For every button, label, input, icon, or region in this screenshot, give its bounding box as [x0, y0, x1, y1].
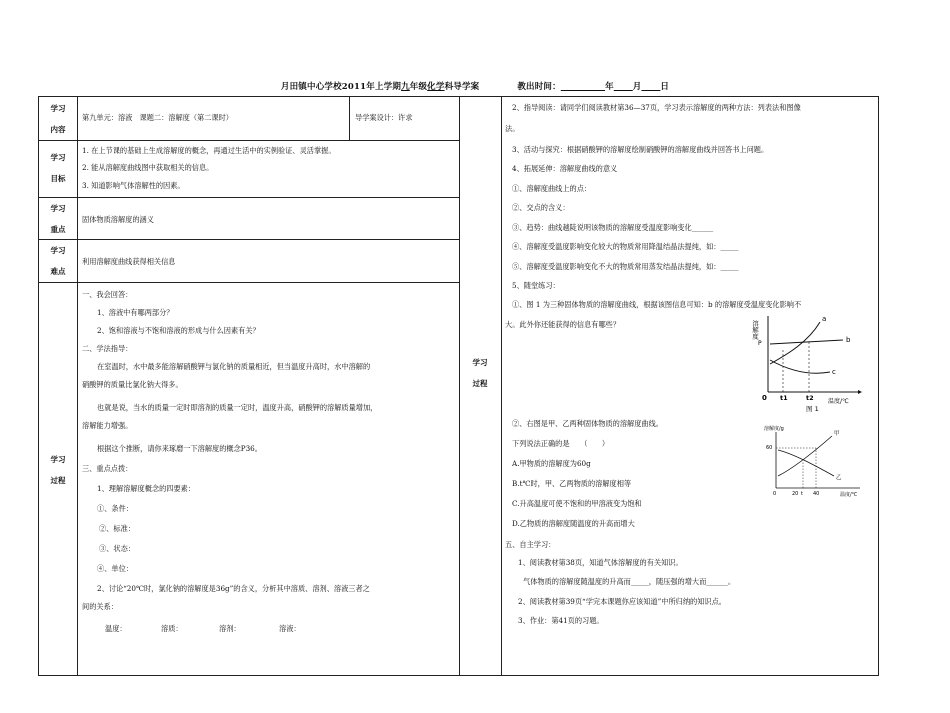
day-blank	[641, 82, 660, 92]
label-goals-1: 学习	[50, 153, 66, 162]
process-line: ②、标准：	[99, 524, 135, 533]
right-line: 5、随堂练习：	[512, 281, 560, 290]
right-line: 下列说法正确的是 （ ）	[512, 439, 610, 448]
fig2-xtick-t: t	[801, 491, 803, 497]
right-line: ②、右图是甲、乙两种固体物质的溶解度曲线。	[512, 419, 663, 428]
row-divider-4	[39, 282, 459, 283]
col-divider-1	[77, 97, 78, 675]
label-key-2: 重点	[50, 225, 66, 234]
figure-2-solubility-curves	[764, 424, 874, 502]
label-process-mid-2: 过程	[472, 379, 488, 388]
right-line: ①、溶解度曲线上的点：	[512, 184, 592, 193]
right-line: 3、活动与探究：根据硝酸钾的溶解度绘制硝酸钾的溶解度曲线并回答书上问题。	[512, 145, 769, 154]
process-line: 2、讨论“20℃时，氯化钠的溶解度是36g”的含义，分析其中溶质、溶剂、溶液三者之	[97, 584, 370, 593]
right-line: 大。此外你还能获得的信息有哪些？	[505, 320, 621, 329]
label-key-1: 学习	[50, 204, 66, 213]
option-c: C.升高温度可使不饱和的甲溶液变为饱和	[512, 499, 642, 508]
right-line: 3、作业：第41页的习题。	[518, 616, 604, 625]
right-line: ②、交点的含义：	[512, 203, 570, 212]
process-line: 二、学法指导：	[82, 344, 133, 353]
fig2-xlabel: 温度/℃	[840, 492, 858, 498]
label-process-mid-1: 学习	[472, 358, 488, 367]
worksheet-table	[38, 96, 879, 676]
row-divider-2	[39, 197, 459, 198]
label-difficulty-2: 难点	[50, 267, 66, 276]
key-point: 固体物质溶解度的涵义	[82, 215, 154, 224]
process-line: 三、重点点拨：	[82, 464, 133, 473]
label-process-mid	[459, 352, 501, 394]
subject-suffix: 科导学案	[444, 82, 480, 92]
fig2-xtick-40: 40	[813, 491, 820, 497]
process-line: 硝酸钾的质量比氯化钠大得多。	[82, 380, 183, 389]
fig1-origin: 0	[762, 394, 767, 402]
label-process-left	[39, 449, 77, 491]
right-line: ①、图 1 为三种固体物质的溶解度曲线，根据该图信息可知：b 的溶解度受温度变化影响不	[512, 300, 802, 309]
subject: 化学	[427, 82, 445, 92]
figure-1-solubility-curves	[751, 312, 868, 413]
process-line: 间的关系：	[82, 602, 118, 611]
process-line: 在室温时，水中最多能溶解硝酸钾与氯化钠的质量相近，但当温度升高时，水中溶解的	[97, 362, 371, 371]
label-content-1: 学习	[50, 104, 66, 113]
process-line: 2、饱和溶液与不饱和溶液的形成与什么因素有关？	[97, 326, 260, 335]
fig1-label-c: c	[832, 368, 836, 376]
fig1-ylabel: 溶解度	[751, 320, 759, 340]
label-content	[39, 98, 77, 140]
right-line: 4、拓展延伸：溶解度曲线的意义	[512, 164, 618, 173]
option-d: D.乙物质的溶解度随温度的升高而增大	[512, 519, 635, 528]
fig1-curve-c	[770, 360, 830, 373]
process-line: ④、单位：	[97, 564, 133, 573]
year-label: 年	[605, 82, 614, 92]
process-line: 一、我会回答：	[82, 290, 133, 299]
fig1-tick-t1: t1	[780, 394, 788, 402]
fig2-label-jia: 甲	[834, 431, 840, 437]
right-line: ③、趋势：曲线越陡说明该物质的溶解度受温度影响变化______	[512, 223, 714, 232]
goal-3: 3. 知道影响气体溶解性的因素。	[82, 181, 185, 190]
goal-2: 2. 能从溶解度曲线图中获取相关的信息。	[82, 163, 214, 172]
fig2-ylabel: 溶解度/g	[764, 426, 784, 432]
label-goals-2: 目标	[50, 174, 66, 183]
option-b: B.t℃时，甲、乙两物质的溶解度相等	[512, 479, 632, 488]
label-process-left-2: 过程	[50, 476, 66, 485]
grade-suffix: 年级	[409, 82, 428, 92]
label-process-left-1: 学习	[50, 455, 66, 464]
teach-time-label: 教出时间：	[517, 82, 561, 92]
process-solute: 溶质：	[161, 624, 183, 633]
fig1-xlabel: 温度/℃	[828, 398, 849, 405]
fig2-ytick-60: 60	[766, 445, 773, 451]
fig2-xtick-20: 20	[792, 491, 799, 497]
right-line: ④、溶解度受温度影响变化较大的物质常用降温结晶法提纯，如：_____	[512, 242, 739, 251]
process-solution: 溶液：	[279, 624, 301, 633]
month-label: 月	[632, 82, 642, 92]
fig1-p-mark: P	[758, 340, 762, 347]
fig1-x-arrow	[858, 390, 862, 394]
designer: 导学案设计：许求	[355, 113, 413, 122]
fig1-label-a: a	[822, 315, 827, 323]
month-blank	[614, 82, 633, 92]
right-line: 2、指导阅读：请同学们阅读教材第36—37页，学习表示溶解度的两种方法：列表法和图像	[512, 103, 801, 112]
grade: 九	[401, 82, 410, 92]
difficulty: 利用溶解度曲线获得相关信息	[82, 257, 176, 266]
process-line: 1、溶液中有哪两部分？	[97, 308, 174, 317]
right-line: ⑤、溶解度受温度影响变化不大的物质常用蒸发结晶法提纯，如：_____	[512, 262, 739, 271]
fig2-curve-jia	[778, 436, 832, 476]
col-divider-3	[501, 97, 502, 675]
fig1-curve-b	[770, 340, 843, 344]
process-solvent: 溶剂：	[219, 624, 241, 633]
label-content-2: 内容	[50, 125, 66, 134]
right-line: 气体物质的溶解度随温度的升高而_____，随压强的增大而______。	[523, 577, 736, 586]
right-line: 1、阅读教材第38页，知道气体溶解度的有关知识。	[518, 558, 683, 567]
process-line: 1、理解溶解度概念的四要素：	[97, 484, 196, 493]
row-divider-1	[39, 140, 459, 141]
school-name: 月田镇中心学校2011年上学期	[280, 82, 402, 92]
process-temp: 温度：	[105, 624, 127, 633]
right-line: 法。	[505, 124, 520, 133]
label-goals	[39, 147, 77, 189]
process-line: 根据这个推断，请你来琢磨一下溶解度的概念P36。	[97, 444, 262, 453]
fig1-caption: 图 1	[806, 405, 819, 413]
process-line: ①、条件：	[97, 504, 133, 513]
fig2-label-yi: 乙	[836, 475, 842, 481]
unit-title: 第九单元：溶液 课题二：溶解度（第二课时）	[82, 113, 233, 122]
label-difficulty-1: 学习	[50, 246, 66, 255]
day-label: 日	[660, 82, 670, 92]
fig2-curve-yi	[778, 450, 834, 476]
page-title	[0, 80, 950, 92]
col-divider-designer	[349, 97, 350, 140]
right-line: 五、自主学习：	[505, 540, 556, 549]
option-a: A.甲物质的溶解度为60g	[512, 459, 591, 468]
goal-1: 1. 在上节课的基础上生成溶解度的概念，再通过生活中的实例验证、灵活掌握。	[82, 146, 336, 155]
fig1-tick-t2: t2	[806, 394, 814, 402]
process-line: 也就是说，当水的质量一定时即溶剂的质量一定时，温度升高，硝酸钾的溶解质量增加，	[97, 403, 378, 412]
year-blank	[561, 82, 605, 92]
right-line: 2、阅读教材第39页“学完本课题你应该知道”中所归纳的知识点。	[518, 597, 726, 606]
label-difficulty	[39, 240, 77, 282]
label-key	[39, 198, 77, 240]
row-divider-3	[39, 239, 459, 240]
fig2-xtick-0: 0	[773, 491, 777, 497]
process-line: 溶解能力增强。	[82, 421, 133, 430]
fig1-label-b: b	[846, 336, 851, 344]
process-line: ③、状态：	[99, 544, 135, 553]
